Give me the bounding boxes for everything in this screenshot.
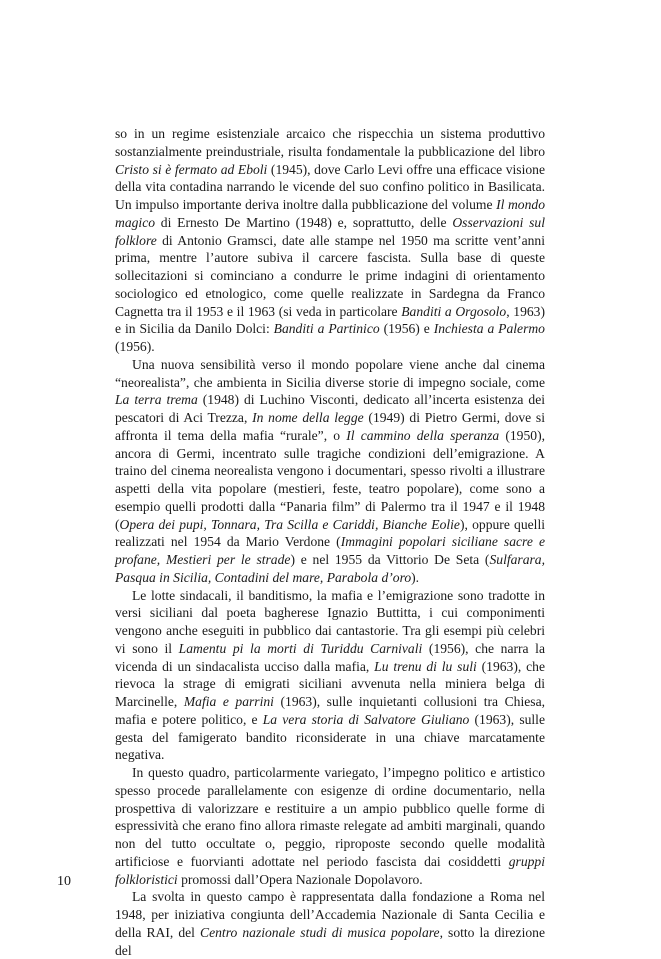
text-run: (1950), ancora di Germi, incentrato sulle tragiche condizioni dell’emigrazione. A traino del cinema neorealista vengono i documentari, spesso rivolti a illustrare aspetti della vita popolare (mestieri, feste, teatro popolare), come sono a esempio quelli prodotti dalla “Panaria film” di Palermo tra il 1947 e il 1948 ( xyxy=(115,427,545,532)
text-run: (1963), sulle gesta del famigerato bandito riconsiderate in una chiave marcatamente negativa. xyxy=(115,711,545,763)
italic-title-run: La vera storia di Salvatore Giuliano xyxy=(262,711,470,727)
italic-title-run: La terra trema xyxy=(115,392,198,408)
italic-title-run: Osservazioni sul folklore xyxy=(115,214,545,248)
text-run: Le lotte sindacali, il banditismo, la mafia e l’emigrazione sono tradotte in versi siciliani dal poeta bagherese Ignazio Buttitta, i cui componimenti vengono anche eseguiti in pubblico dai cantastorie. Tra gli esempi più celebri vi sono il xyxy=(115,587,545,656)
text-run: ). xyxy=(411,569,420,585)
text-run: so in un regime esistenziale arcaico che rispecchia un sistema produttivo sostanzialmente preindustriale, risulta fondamentale la pubblicazione del libro xyxy=(115,126,545,159)
text-run: La svolta in questo campo è rappresentata dalla fondazione a Roma nel 1948, per iniziativa congiunta dell’Accademia Nazionale di Santa Cecilia e della RAI, del xyxy=(115,889,545,940)
italic-title-run: Il mondo magico xyxy=(115,197,545,230)
text-run: (1948) di Luchino Visconti, dedicato all’incerta esistenza dei pescatori di Aci Trezza, xyxy=(115,392,546,425)
page-body xyxy=(115,125,545,959)
text-run: di Antonio Gramsci, date alle stampe nel 1950 ma scritte vent’anni prima, mentre l’autore subiva il carcere fascista. Sulla base di queste sollecitazioni si cominciano a condurre le prime indagini di orientamento sociologico ed etnologico, come quelle realizzate in Sardegna da Franco Cagnetta tra il 1953 e il 1963 (si veda in particolare xyxy=(115,232,545,319)
text-run: di Ernesto De Martino (1948) e, soprattutto, delle xyxy=(155,214,453,230)
italic-title-run: Centro nazionale studi di musica popolare xyxy=(200,924,440,940)
text-run: ), oppure quelli realizzati nel 1954 da Mario Verdone ( xyxy=(115,516,546,550)
page-number: 10 xyxy=(57,874,71,889)
italic-title-run: gruppi folkloristici xyxy=(115,853,545,887)
text-run: , 1963) e in Sicilia da Danilo Dolci: xyxy=(115,303,545,337)
paragraph-4 xyxy=(115,764,545,888)
italic-title-run: Mafia e parrini xyxy=(183,694,274,709)
text-run: , sotto la direzione del xyxy=(115,924,545,958)
italic-title-run: Sulfarara, Pasqua in Sicilia, Contadini del mare, Parabola d’oro xyxy=(115,552,545,585)
paragraph-1 xyxy=(115,125,545,356)
paragraph-5 xyxy=(115,888,545,959)
text-run: In questo quadro, particolarmente variegato, l’impegno politico e artistico spesso procede parallelamente con esigenze di ordine documentario, nella prospettiva di valorizzare e restituire a un ampio pubblico quelle forme di espressività che erano fino allora rimaste relegate ad ambiti marginali, quando non del tutto occultate o, peggio, riproposte secondo quelle modalità artificiose e fuorvianti adottate nel periodo fascista dai cosiddetti xyxy=(115,765,545,869)
text-run: (1963), che rievoca la strage di emigrati siciliani avvenuta nella miniera belga di Marcinelle, xyxy=(115,658,545,709)
italic-title-run: Lamentu pi la morti di Turiddu Carnivali xyxy=(178,640,423,656)
text-run: (1949) di Pietro Germi, dove si affronta il tema della mafia “rurale”, o xyxy=(115,410,545,443)
paragraph-2 xyxy=(115,356,545,587)
text-run: (1956). xyxy=(115,339,155,354)
italic-title-run: Banditi a Partinico xyxy=(273,321,380,337)
text-run: ) e nel 1955 da Vittorio De Seta ( xyxy=(290,552,490,567)
text-run: Una nuova sensibilità verso il mondo popolare viene anche dal cinema “neorealista”, che ambienta in Sicilia diverse storie di impegno sociale, come xyxy=(115,356,545,390)
paragraph-3 xyxy=(115,587,545,765)
italic-title-run: Il cammino della speranza xyxy=(346,427,500,443)
italic-title-run: Cristo si è fermato ad Eboli xyxy=(115,161,268,177)
italic-title-run: Lu trenu di lu suli xyxy=(374,658,477,674)
italic-title-run: Opera dei pupi, Tonnara, Tra Scilla e Cariddi, Bianche Eolie xyxy=(119,516,460,532)
italic-title-run: In nome della legge xyxy=(252,410,364,425)
text-run: promossi dall’Opera Nazionale Dopolavoro. xyxy=(177,871,423,887)
italic-title-run: Inchiesta a Palermo xyxy=(433,321,545,337)
italic-title-run: Immagini popolari siciliane sacre e profane, Mestieri per le strade xyxy=(115,534,545,567)
italic-title-run: Banditi a Orgosolo xyxy=(401,303,507,319)
text-run: (1956), che narra la vicenda di un sindacalista ucciso dalla mafia, xyxy=(115,640,545,674)
text-run: (1963), sulle inquietanti collusioni tra Chiesa, mafia e potere politico, e xyxy=(115,694,546,727)
text-run: (1956) e xyxy=(379,321,434,337)
text-run: (1945), dove Carlo Levi offre una efficace visione della vita contadina narrando le vicende del suo confino politico in Basilicata. Un impulso importante deriva inoltre dalla pubblicazione del volume xyxy=(115,161,545,212)
